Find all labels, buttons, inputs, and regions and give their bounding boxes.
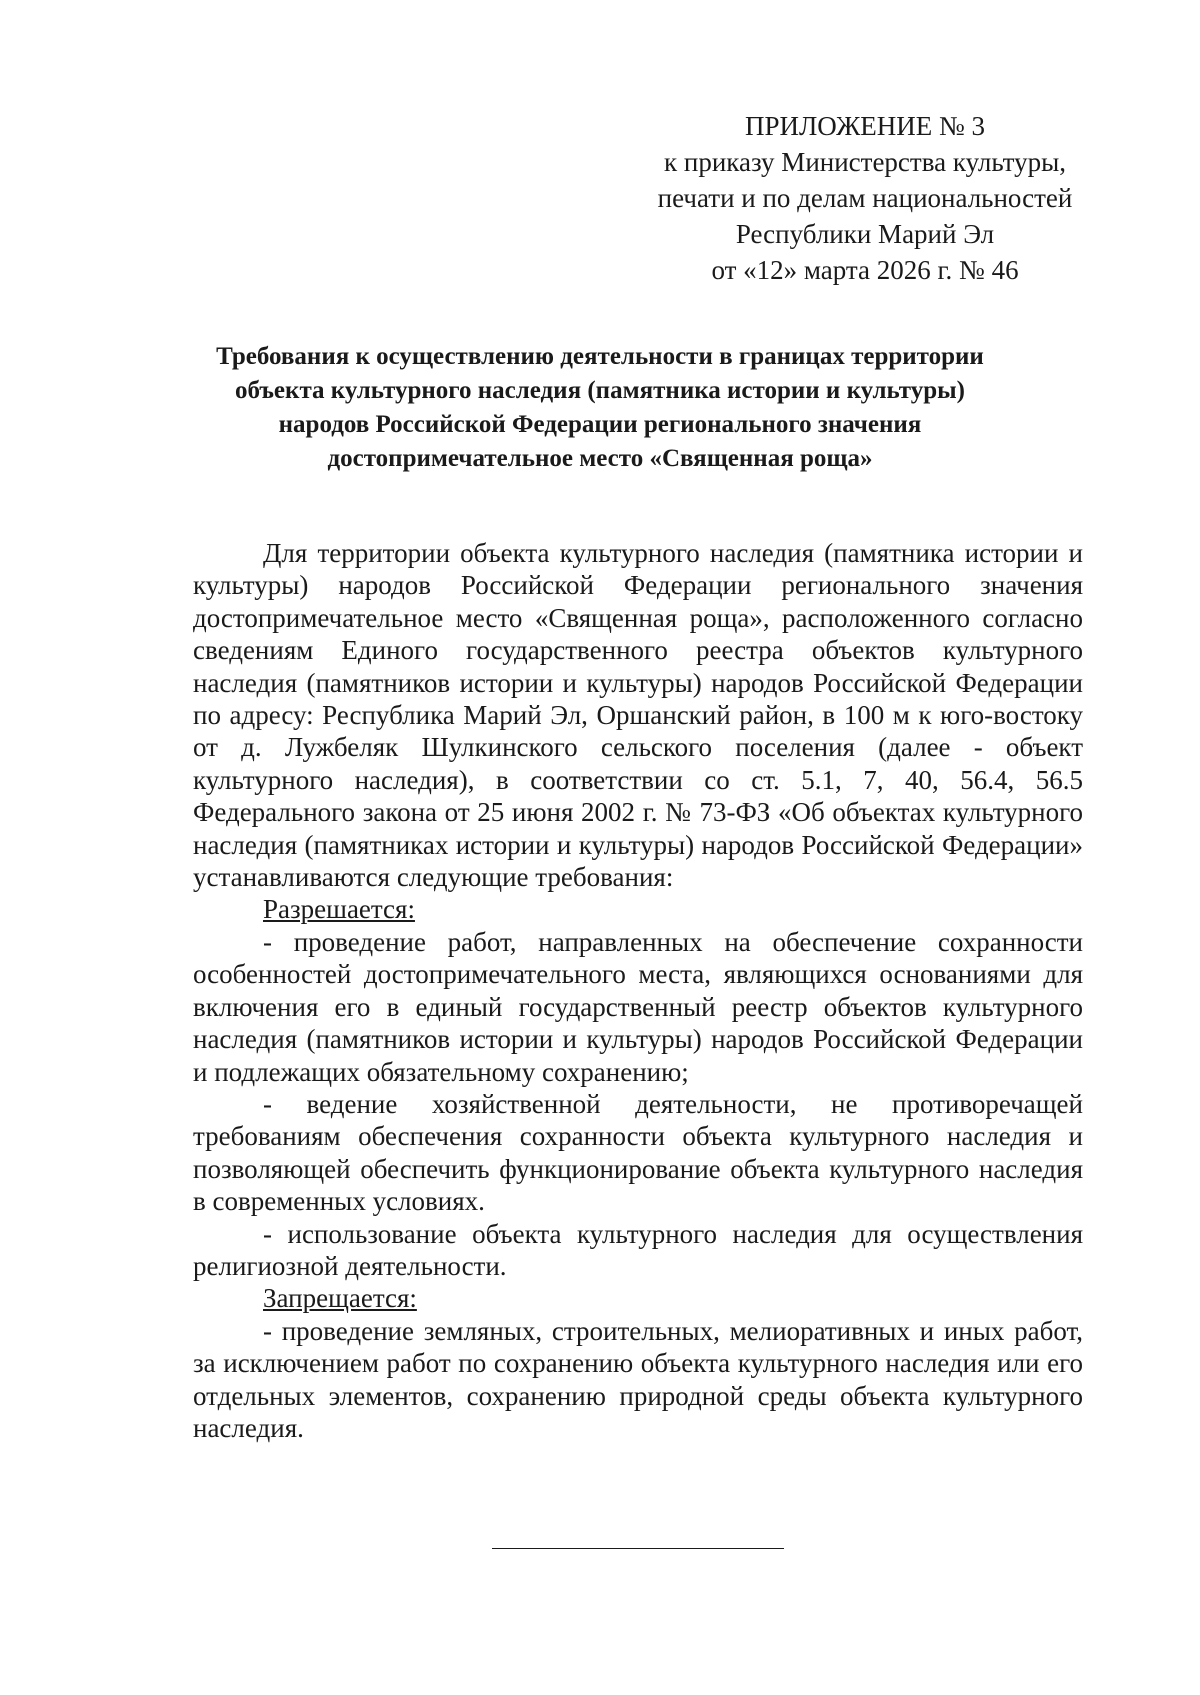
appendix-date: от «12» марта 2026 г. № 46 [711,255,1019,285]
title-line: Требования к осуществлению деятельности в границах территории [216,343,984,370]
intro-paragraph: Для территории объекта культурного наследия (памятника истории и культуры) народов Российской Федерации регионального значения достопримечательное место «Священная роща», расположенного согласно сведениям Единого государственного реестра объектов культурного наследия (памятников истории и культуры) народов Российской Федерации по адресу: Республика Марий Эл, Оршанский район, в 100 м к юго-востоку от д. Лужбеляк Шулкинского сельского поселения (далее - объект культурного наследия), в соответствии со ст. 5.1, 7, 40, 56.4, 56.5 Федерального закона от 25 июня 2002 г. № 73-ФЗ «Об объектах культурного наследия (памятниках истории и культуры) народов Российской Федерации» устанавливаются следующие требования: [193,538,1083,893]
end-divider-line [492,1548,784,1549]
appendix-republic: Республики Марий Эл [735,219,995,249]
allowed-item: - проведение работ, направленных на обеспечение сохранности особенностей достопримечательного места, являющихся основаниями для включения его в единый государственный реестр объектов культурного наследия (памятников истории и культуры) народов Российской Федерации и подлежащих обязательному сохранению; [193,926,1083,1087]
allowed-item: - использование объекта культурного наследия для осуществления религиозной деятельности. [193,1218,1083,1281]
title-line: объекта культурного наследия (памятника истории и культуры) [234,377,965,404]
document-body [193,537,1083,1444]
forbidden-heading: Запрещается: [263,1283,417,1314]
document-title [150,340,1050,476]
title-line: народов Российской Федерации регионального значения [278,411,922,438]
title-line: достопримечательное место «Священная роща» [327,445,873,472]
appendix-order-ref: к приказу Министерства культуры, [664,147,1066,177]
allowed-heading: Разрешается: [263,894,415,925]
appendix-number: ПРИЛОЖЕНИЕ № 3 [744,111,986,141]
forbidden-item: - проведение земляных, строительных, мелиоративных и иных работ, за исключением работ по сохранению объекта культурного наследия или его отдельных элементов, сохранению природной среды объекта культурного наследия. [193,1315,1083,1443]
appendix-ministry: печати и по делам национальностей [657,183,1073,213]
allowed-item: - ведение хозяйственной деятельности, не противоречащей требованиям обеспечения сохранности объекта культурного наследия и позволяющей обеспечить функционирование объекта культурного наследия в современных условиях. [193,1088,1083,1217]
appendix-header [620,108,1110,288]
